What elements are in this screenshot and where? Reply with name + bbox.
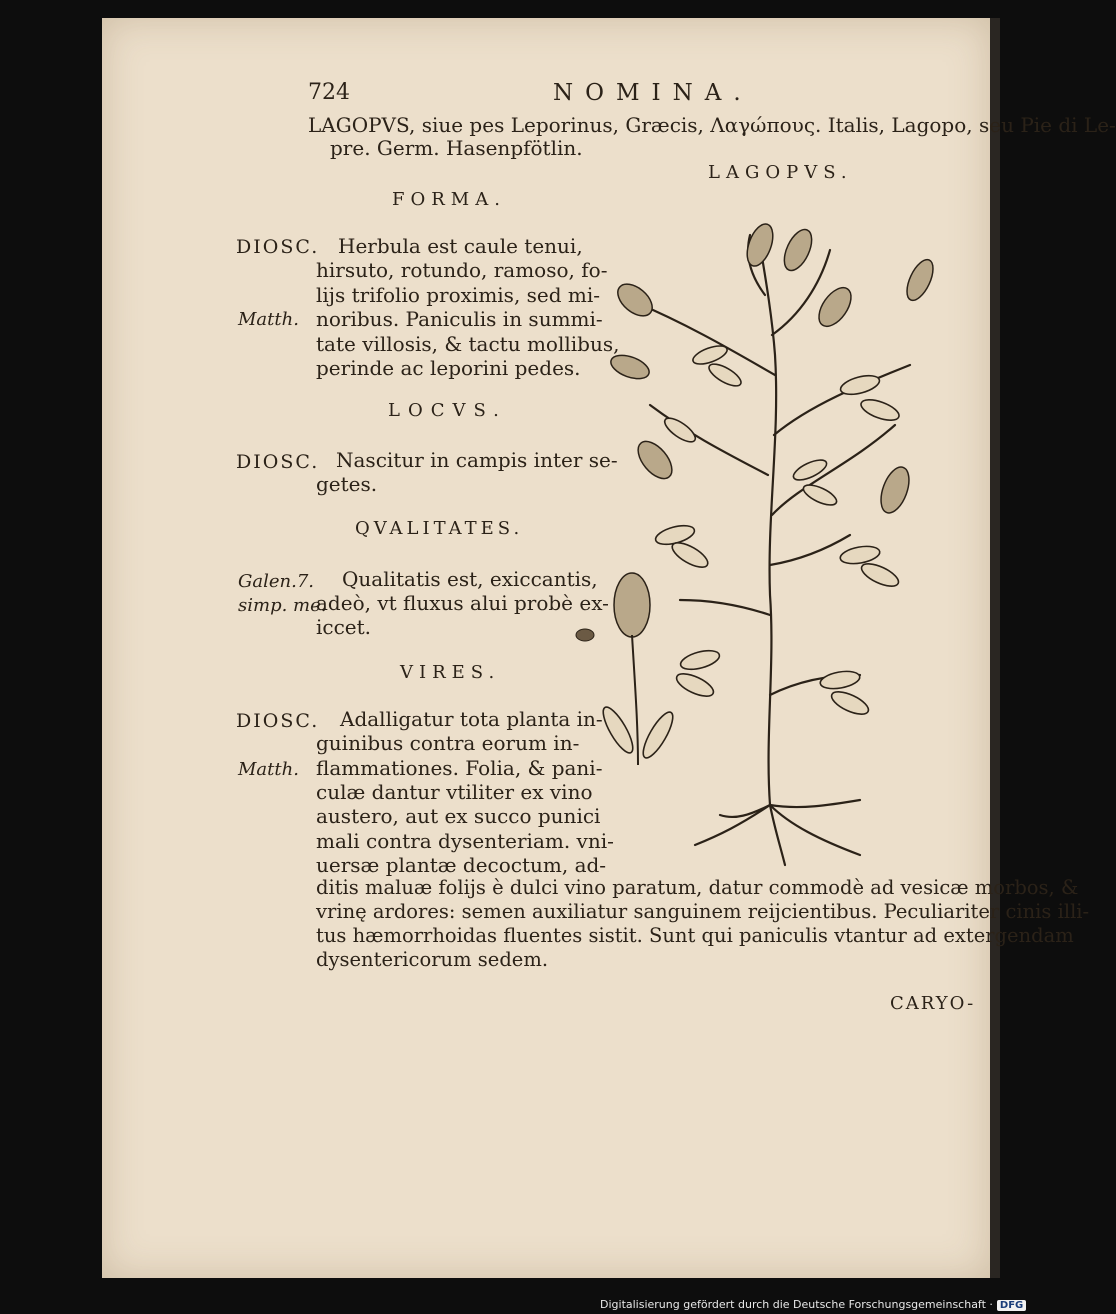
text-line: getes. bbox=[316, 472, 378, 496]
margin-ref-matth: Matth. bbox=[238, 309, 299, 330]
running-title: NOMINA. bbox=[553, 80, 753, 106]
section-heading-locus: LOCVS. bbox=[388, 400, 507, 421]
margin-ref-simp: simp. me. bbox=[238, 595, 327, 616]
text-line: hirsuto, rotundo, ramoso, fo- bbox=[316, 258, 608, 282]
text-line: adeò, vt fluxus alui probè ex- bbox=[316, 591, 609, 615]
text-line: tate villosis, & tactu mollibus, bbox=[316, 332, 620, 356]
text-line: Adalligatur tota planta in- bbox=[340, 707, 603, 731]
credit-text: Digitalisierung gefördert durch die Deutsche Forschungsgemeinschaft · bbox=[600, 1298, 993, 1311]
text-line: perinde ac leporini pedes. bbox=[316, 356, 581, 380]
text-line: flammationes. Folia, & pani- bbox=[316, 756, 603, 780]
text-line: Qualitatis est, exiccantis, bbox=[342, 567, 598, 591]
margin-ref-galen: Galen.7. bbox=[238, 571, 315, 592]
text-line-full: dysentericorum sedem. bbox=[316, 948, 549, 971]
margin-ref-diosc: DIOSC. bbox=[236, 451, 320, 473]
section-heading-vires: VIRES. bbox=[400, 662, 501, 683]
page-edge bbox=[990, 18, 1000, 1278]
text-line: lijs trifolio proximis, sed mi- bbox=[316, 283, 601, 307]
names-line-2: pre. Germ. Hasenpfötlin. bbox=[330, 136, 583, 160]
text-line: iccet. bbox=[316, 615, 372, 639]
text-line: noribus. Paniculis in summi- bbox=[316, 307, 603, 331]
figure-caption: LAGOPVS. bbox=[708, 162, 853, 183]
lagopus-woodcut-illustration bbox=[560, 215, 960, 870]
margin-ref-diosc: DIOSC. bbox=[236, 710, 320, 732]
text-line-full: ditis maluæ folijs è dulci vino paratum, datur commodè ad vesicæ morbos, & bbox=[316, 876, 1079, 899]
dfg-logo: DFG bbox=[997, 1300, 1026, 1311]
text-line: austero, aut ex succo punici bbox=[316, 804, 601, 828]
text-line: uersæ plantæ decoctum, ad- bbox=[316, 853, 607, 877]
section-heading-qualitates: QVALITATES. bbox=[355, 518, 524, 539]
text-line-full: tus hæmorrhoidas fluentes sistit. Sunt qui paniculis vtantur ad extergendam bbox=[316, 924, 1074, 947]
text-line-full: vrinę ardores: semen auxiliatur sanguinem reijcientibus. Peculiariter cinis illi- bbox=[316, 900, 1090, 923]
section-heading-forma: FORMA. bbox=[392, 189, 506, 210]
page-number: 724 bbox=[308, 80, 350, 105]
text-line: mali contra dysenteriam. vni- bbox=[316, 829, 614, 853]
text-line: guinibus contra eorum in- bbox=[316, 731, 580, 755]
text-line: Nascitur in campis inter se- bbox=[336, 448, 618, 472]
digitization-credit bbox=[600, 1298, 1026, 1311]
text-line: Herbula est caule tenui, bbox=[338, 234, 583, 258]
margin-ref-diosc: DIOSC. bbox=[236, 236, 320, 258]
names-line-1: LAGOPVS, siue pes Leporinus, Græcis, Λαγώπους. Italis, Lagopo, seu Pie di Le- bbox=[308, 113, 1116, 137]
catchword: CARYO- bbox=[890, 993, 976, 1014]
text-line: culæ dantur vtiliter ex vino bbox=[316, 780, 593, 804]
margin-ref-matth: Matth. bbox=[238, 759, 299, 780]
